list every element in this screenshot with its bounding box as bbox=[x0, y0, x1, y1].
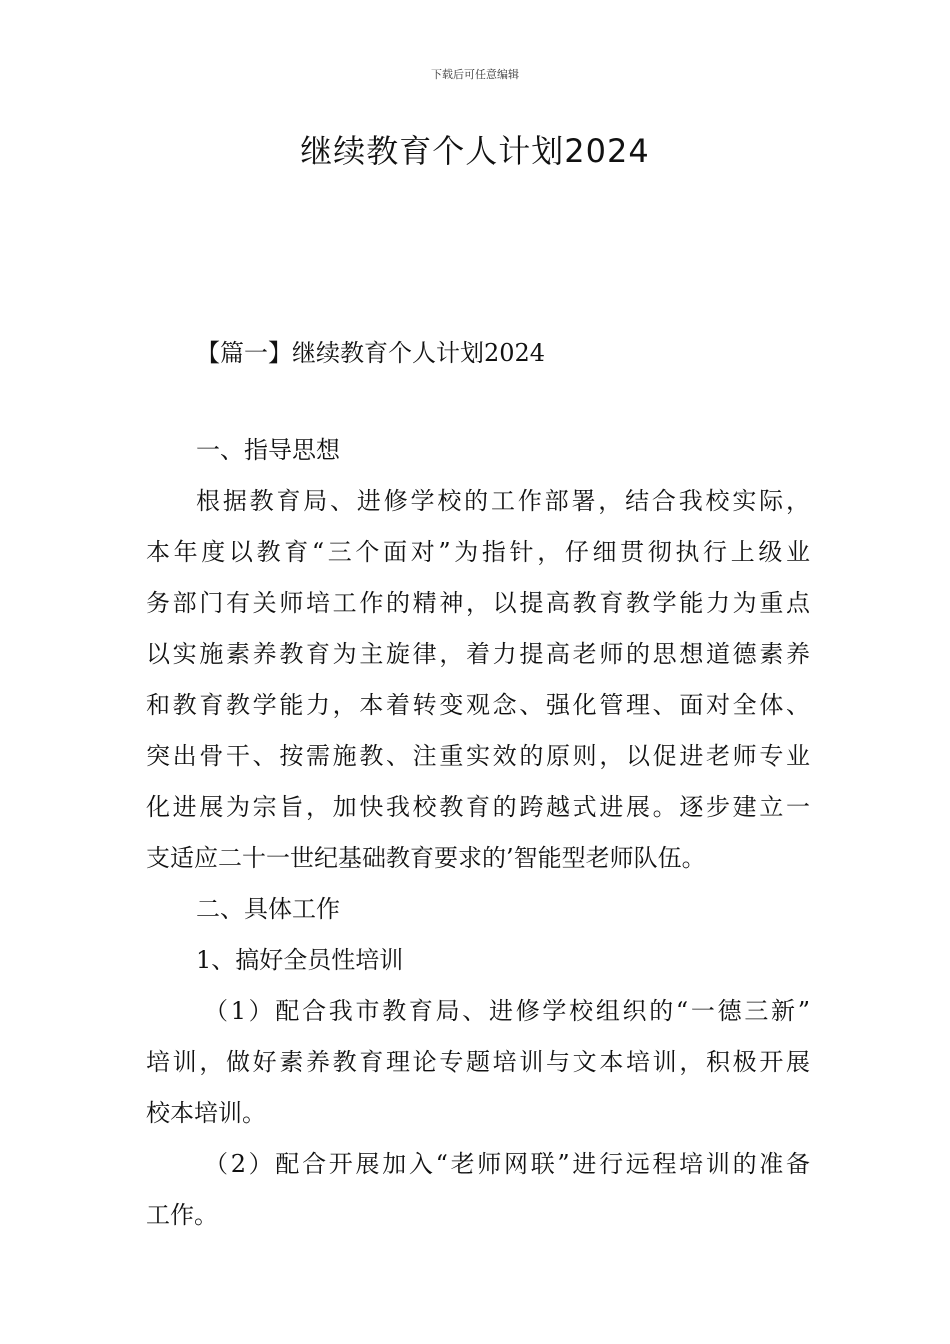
body-line: （2）配合开展加入“老师网联”进行远程培训的准备 bbox=[204, 1150, 810, 1178]
section-heading: 【篇一】继续教育个人计划2024 bbox=[196, 339, 546, 367]
body-line: 工作。 bbox=[146, 1201, 218, 1229]
body-line: 校本培训。 bbox=[146, 1099, 266, 1127]
body-line: 突出骨干、按需施教、注重实效的原则，以促进老师专业 bbox=[146, 742, 810, 770]
body-line: 支适应二十一世纪基础教育要求的’智能型老师队伍。 bbox=[146, 844, 706, 872]
body-line: 根据教育局、进修学校的工作部署，结合我校实际， bbox=[196, 487, 810, 515]
body-line: 务部门有关师培工作的精神，以提高教育教学能力为重点 bbox=[146, 589, 810, 617]
header-note: 下载后可任意编辑 bbox=[431, 68, 519, 81]
body-line: 化进展为宗旨，加快我校教育的跨越式进展。逐步建立一 bbox=[146, 793, 810, 821]
body-line: （1）配合我市教育局、进修学校组织的“一德三新” bbox=[204, 997, 810, 1025]
document-body bbox=[146, 425, 810, 1241]
body-line: 1、搞好全员性培训 bbox=[196, 946, 404, 974]
body-line: 二、具体工作 bbox=[196, 895, 340, 923]
document-title: 继续教育个人计划2024 bbox=[300, 132, 650, 170]
body-line: 培训，做好素养教育理论专题培训与文本培训，积极开展 bbox=[146, 1048, 810, 1076]
body-line: 和教育教学能力，本着转变观念、强化管理、面对全体、 bbox=[146, 691, 810, 719]
body-line: 以实施素养教育为主旋律，着力提高老师的思想道德素养 bbox=[146, 640, 810, 668]
body-line: 一、指导思想 bbox=[196, 436, 340, 464]
body-line: 本年度以教育“三个面对”为指针，仔细贯彻执行上级业 bbox=[146, 538, 810, 566]
